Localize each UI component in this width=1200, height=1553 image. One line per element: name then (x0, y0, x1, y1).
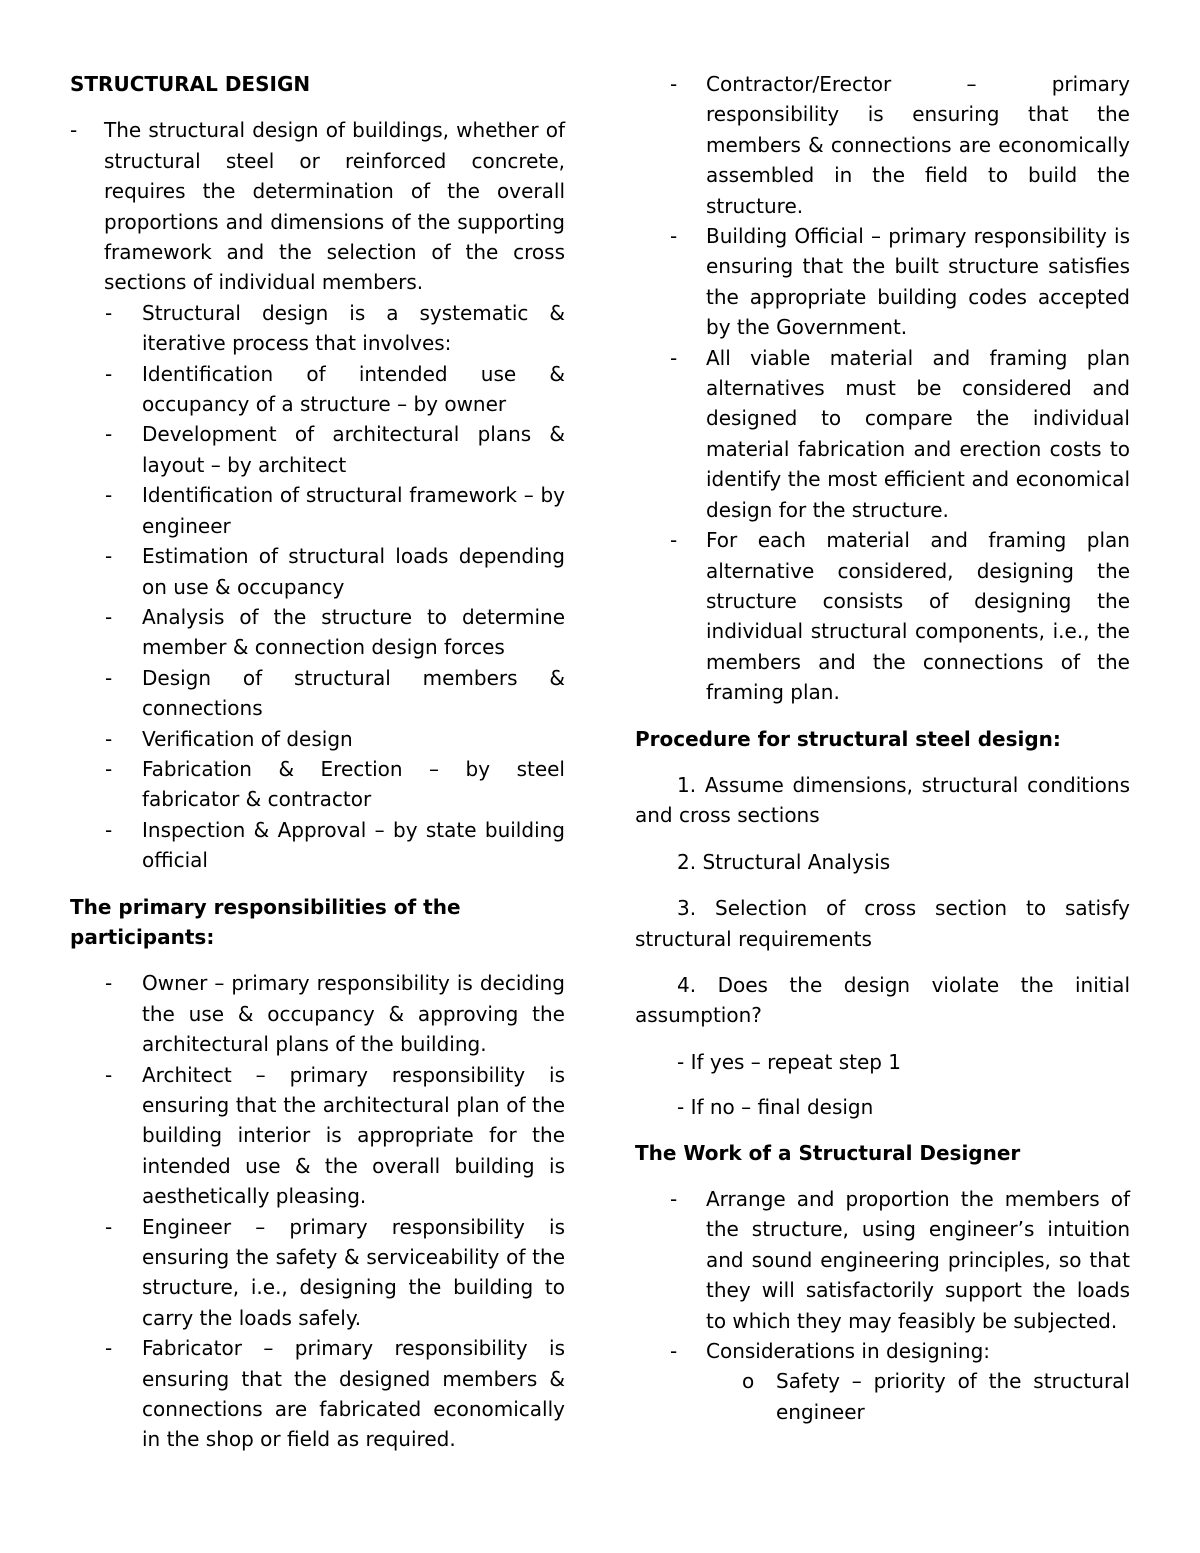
work-item-text: Considerations in designing: (706, 1339, 991, 1364)
consideration-item (742, 1366, 1130, 1427)
dash-bullet: - (70, 118, 78, 143)
framing-plan-item (670, 525, 1130, 707)
responsibility-item-contractor (670, 69, 1130, 221)
consideration-text: Safety – priority of the structural engineer (776, 1369, 1130, 1424)
dash-bullet: - (105, 544, 113, 569)
responsibility-item-architect (105, 1060, 565, 1212)
process-item-text: Estimation of structural loads depending on use & occupancy (142, 544, 565, 599)
process-item-text: Design of structural members & connections (142, 665, 565, 721)
work-item-text: Arrange and proportion the members of the structure, using engineer’s intuition and sound engineering principles, so that they will satisfactorily support the loads to which they may feasibly be subjected. (706, 1187, 1130, 1333)
responsibility-item-engineer (105, 1212, 565, 1334)
dash-bullet: - (670, 345, 678, 370)
responsibility-text: Fabricator – primary responsibility is ensuring that the designed members & connections are fabricated economically in the shop or field as required. (142, 1336, 565, 1452)
dash-bullet: - (670, 1339, 678, 1364)
process-item (105, 541, 565, 602)
process-item (105, 663, 565, 724)
right-column (635, 69, 1130, 1427)
process-item (105, 480, 565, 541)
process-item-text: Identification of intended use & occupancy of a structure – by owner (142, 361, 565, 417)
process-item (105, 815, 565, 876)
process-item (105, 602, 565, 663)
if-yes-line: - If yes – repeat step 1 (677, 1049, 902, 1074)
procedure-step-1: 1. Assume dimensions, structural conditions and cross sections (635, 772, 1130, 828)
process-item-text: Analysis of the structure to determine member & connection design forces (142, 604, 565, 660)
dash-bullet: - (670, 1187, 678, 1211)
process-item-text: Verification of design (142, 726, 353, 751)
work-item (670, 1184, 1130, 1336)
dash-bullet: - (105, 756, 113, 781)
process-item (105, 298, 565, 359)
process-item-text: Fabrication & Erection – by steel fabricator & contractor (142, 756, 565, 812)
process-item-text: Development of architectural plans & layout – by architect (142, 422, 565, 477)
dash-bullet: - (670, 72, 678, 96)
procedure-step-3: 3. Selection of cross section to satisfy structural requirements (635, 896, 1130, 951)
responsibility-text: Owner – primary responsibility is deciding the use & occupancy & approving the architectural plans of the building. (142, 971, 565, 1057)
circle-bullet-icon: o (742, 1369, 755, 1394)
process-item-text: Inspection & Approval – by state building official (142, 817, 565, 873)
left-column (70, 69, 565, 1455)
section-heading-procedure: Procedure for structural steel design: (635, 726, 1061, 751)
dash-bullet: - (105, 1336, 113, 1361)
dash-bullet: - (105, 1214, 113, 1239)
dash-bullet: - (105, 971, 113, 996)
process-item (105, 754, 565, 815)
section-heading-responsibilities: The primary responsibilities of the participants: (70, 894, 461, 949)
if-no-line: - If no – final design (677, 1095, 874, 1120)
procedure-step-4: 4. Does the design violate the initial assumption? (635, 972, 1130, 1028)
responsibility-item-owner (105, 968, 565, 1059)
process-item-text: Structural design is a systematic & iterative process that involves: (142, 300, 565, 356)
dash-bullet: - (105, 422, 113, 447)
dash-bullet: - (105, 665, 113, 690)
framing-plan-text: For each material and framing plan alternative considered, designing the structure consists of designing the individual structural components, i.e., the members and the connections of the framing plan. (706, 528, 1130, 705)
responsibility-text: Building Official – primary responsibility is ensuring that the built structure satisfies the appropriate building codes accepted by the Government. (706, 224, 1130, 340)
section-heading-structural-design: STRUCTURAL DESIGN (70, 72, 311, 96)
responsibility-item-building-official (670, 221, 1130, 343)
dash-bullet: - (105, 1062, 113, 1087)
work-item (670, 1336, 1130, 1366)
dash-bullet: - (105, 361, 113, 386)
alternatives-item (670, 343, 1130, 525)
section-heading-work-of-designer: The Work of a Structural Designer (635, 1140, 1021, 1165)
alternatives-text: All viable material and framing plan alternatives must be considered and designed to compare the individual material fabrication and erection costs to identify the most efficient and economical design for the structure. (706, 345, 1130, 522)
dash-bullet: - (105, 300, 113, 325)
dash-bullet: - (105, 726, 113, 751)
responsibility-text: Engineer – primary responsibility is ensuring the safety & serviceability of the structure, i.e., designing the building to carry the loads safely. (142, 1214, 565, 1330)
dash-bullet: - (105, 483, 113, 508)
process-item (105, 359, 565, 420)
dash-bullet: - (670, 224, 678, 249)
process-item (105, 419, 565, 480)
intro-text: The structural design of buildings, whether of structural steel or reinforced concrete, requires the determination of the overall proportions and dimensions of the supporting framework and the selection of the cross sections of individual members. (104, 118, 565, 295)
dash-bullet: - (670, 528, 678, 553)
intro-paragraph (70, 115, 565, 297)
responsibility-text: Contractor/Erector – primary responsibility is ensuring that the members & connections are economically assembled in the field to build the structure. (706, 72, 1130, 218)
dash-bullet: - (105, 817, 113, 842)
process-item (105, 724, 565, 754)
process-item-text: Identification of structural framework – by engineer (142, 483, 565, 538)
responsibility-item-fabricator (105, 1333, 565, 1455)
dash-bullet: - (105, 604, 113, 629)
procedure-step-2: 2. Structural Analysis (677, 849, 891, 874)
responsibility-text: Architect – primary responsibility is ensuring that the architectural plan of the building interior is appropriate for the intended use & the overall building is aesthetically pleasing. (142, 1062, 565, 1209)
